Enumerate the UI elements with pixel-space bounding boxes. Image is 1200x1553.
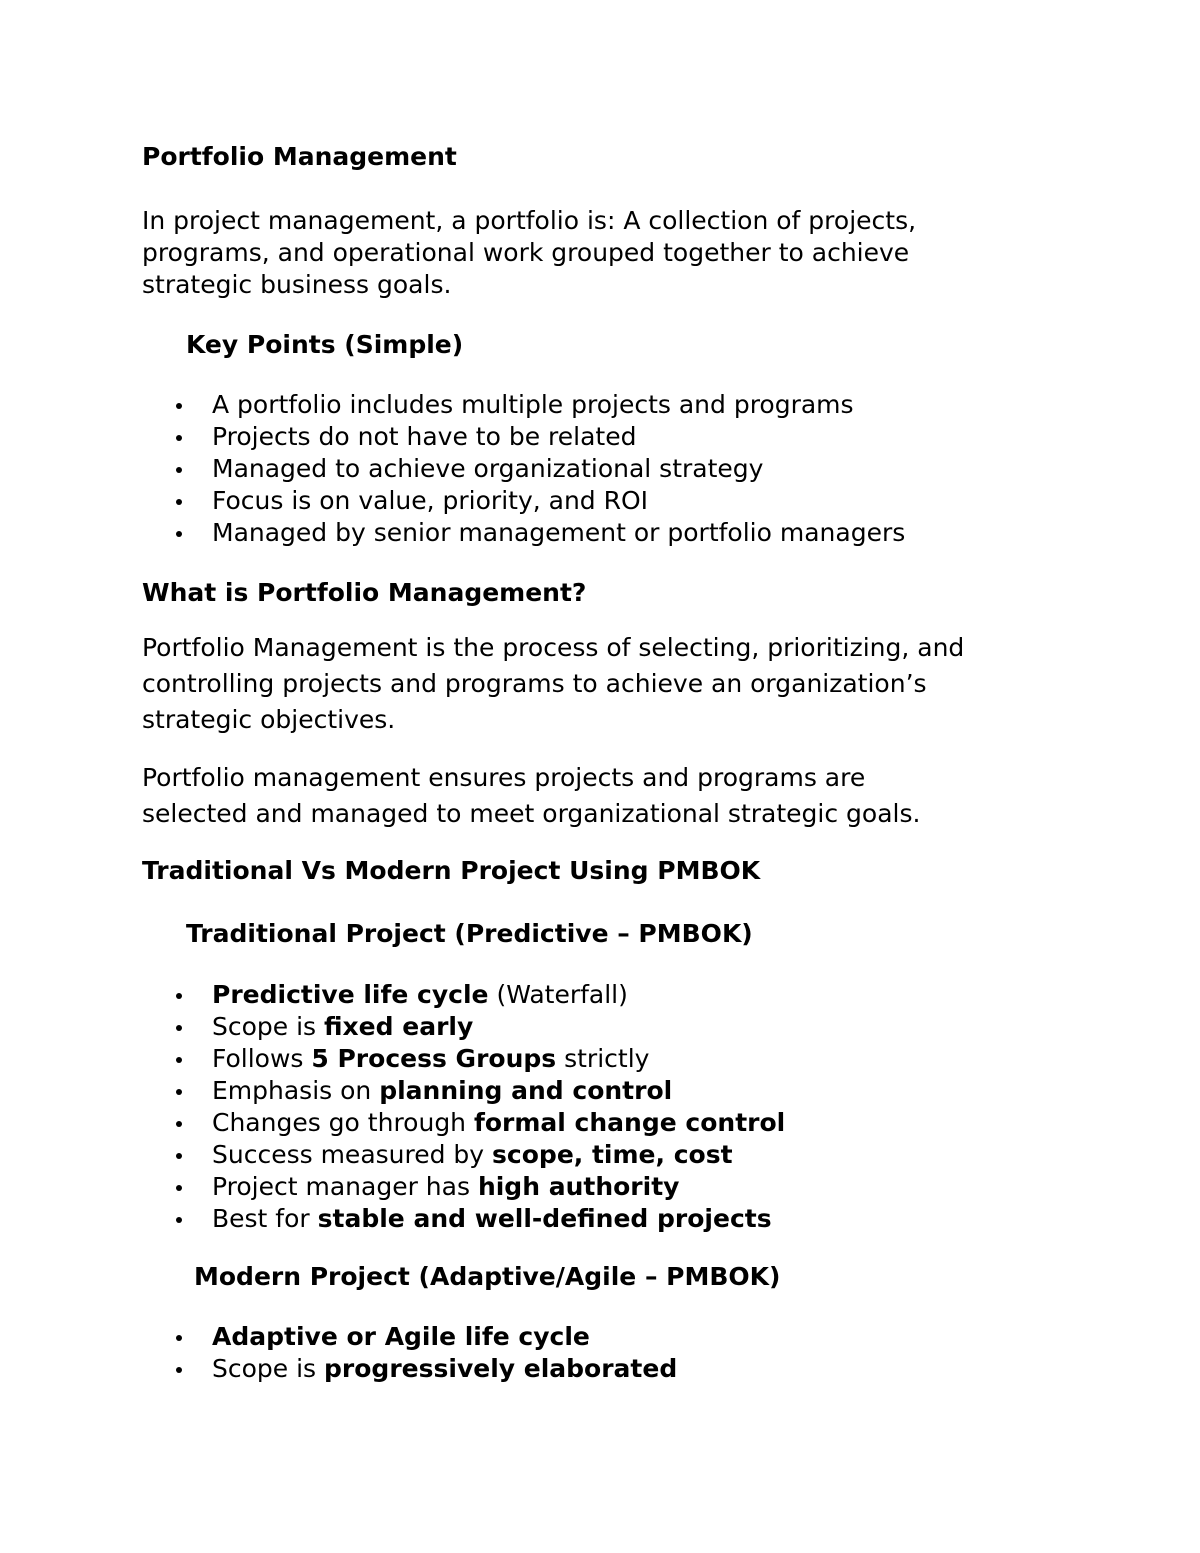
list-item-text: Managed by senior management or portfolio managers xyxy=(212,518,906,547)
list-item-emphasis: scope, time, cost xyxy=(492,1140,733,1169)
intro-paragraph xyxy=(142,205,916,301)
comparison-heading: Traditional Vs Modern Project Using PMBOK xyxy=(142,856,761,885)
list-item xyxy=(142,1139,785,1171)
intro-line: In project management, a portfolio is: A collection of projects, xyxy=(142,206,917,235)
key-points-list xyxy=(142,389,905,549)
traditional-list xyxy=(142,979,785,1235)
list-item xyxy=(142,1107,785,1139)
definition-line: controlling projects and programs to achieve an organization’s xyxy=(142,669,927,698)
bullet-icon xyxy=(176,1185,182,1191)
list-item-emphasis: Adaptive or Agile life cycle xyxy=(212,1322,590,1351)
list-item xyxy=(142,1171,785,1203)
list-item xyxy=(142,1011,785,1043)
bullet-icon xyxy=(176,1057,182,1063)
list-item-emphasis: formal change control xyxy=(473,1108,786,1137)
list-item-text: A portfolio includes multiple projects and programs xyxy=(212,390,854,419)
ensures-paragraph xyxy=(142,760,920,832)
list-item xyxy=(142,421,905,453)
bullet-icon xyxy=(176,1121,182,1127)
list-item-text: Project manager has xyxy=(212,1172,478,1201)
list-item-text: (Waterfall) xyxy=(488,980,628,1009)
list-item-text: Best for xyxy=(212,1204,318,1233)
list-item xyxy=(142,389,905,421)
bullet-icon xyxy=(176,1217,182,1223)
list-item xyxy=(142,1075,785,1107)
list-item-text: Scope is xyxy=(212,1012,325,1041)
intro-line: programs, and operational work grouped together to achieve xyxy=(142,238,910,267)
list-item-emphasis: high authority xyxy=(477,1172,680,1201)
list-item-text: Success measured by xyxy=(212,1140,493,1169)
list-item xyxy=(142,1353,677,1385)
bullet-icon xyxy=(176,499,182,505)
bullet-icon xyxy=(176,1335,182,1341)
list-item-emphasis: progressively elaborated xyxy=(324,1354,678,1383)
list-item xyxy=(142,1043,785,1075)
bullet-icon xyxy=(176,1153,182,1159)
key-points-heading: Key Points (Simple) xyxy=(186,330,464,359)
what-is-heading: What is Portfolio Management? xyxy=(142,578,587,607)
bullet-icon xyxy=(176,1367,182,1373)
ensures-line: Portfolio management ensures projects and programs are xyxy=(142,763,866,792)
list-item-text: Emphasis on xyxy=(212,1076,380,1105)
bullet-icon xyxy=(176,531,182,537)
modern-list xyxy=(142,1321,677,1385)
modern-heading: Modern Project (Adaptive/Agile – PMBOK) xyxy=(194,1262,781,1291)
bullet-icon xyxy=(176,1089,182,1095)
list-item-text: Projects do not have to be related xyxy=(212,422,637,451)
traditional-heading: Traditional Project (Predictive – PMBOK) xyxy=(186,919,753,948)
bullet-icon xyxy=(176,435,182,441)
list-item xyxy=(142,1321,677,1353)
list-item-text: Focus is on value, priority, and ROI xyxy=(212,486,649,515)
list-item xyxy=(142,453,905,485)
bullet-icon xyxy=(176,403,182,409)
list-item-text: Managed to achieve organizational strategy xyxy=(212,454,764,483)
list-item xyxy=(142,517,905,549)
list-item xyxy=(142,1203,785,1235)
intro-line: strategic business goals. xyxy=(142,270,452,299)
ensures-line: selected and managed to meet organizational strategic goals. xyxy=(142,799,921,828)
list-item-text: strictly xyxy=(556,1044,650,1073)
bullet-icon xyxy=(176,993,182,999)
list-item-emphasis: 5 Process Groups xyxy=(311,1044,557,1073)
list-item-text: Follows xyxy=(212,1044,312,1073)
list-item-emphasis: stable and well-defined projects xyxy=(317,1204,772,1233)
list-item-emphasis: planning and control xyxy=(379,1076,673,1105)
list-item xyxy=(142,485,905,517)
list-item-text: Scope is xyxy=(212,1354,325,1383)
list-item-text: Changes go through xyxy=(212,1108,474,1137)
bullet-icon xyxy=(176,467,182,473)
document-title: Portfolio Management xyxy=(142,142,457,171)
definition-line: Portfolio Management is the process of selecting, prioritizing, and xyxy=(142,633,965,662)
definition-line: strategic objectives. xyxy=(142,705,396,734)
list-item xyxy=(142,979,785,1011)
bullet-icon xyxy=(176,1025,182,1031)
list-item-emphasis: fixed early xyxy=(324,1012,474,1041)
definition-paragraph xyxy=(142,630,964,738)
list-item-emphasis: Predictive life cycle xyxy=(212,980,489,1009)
